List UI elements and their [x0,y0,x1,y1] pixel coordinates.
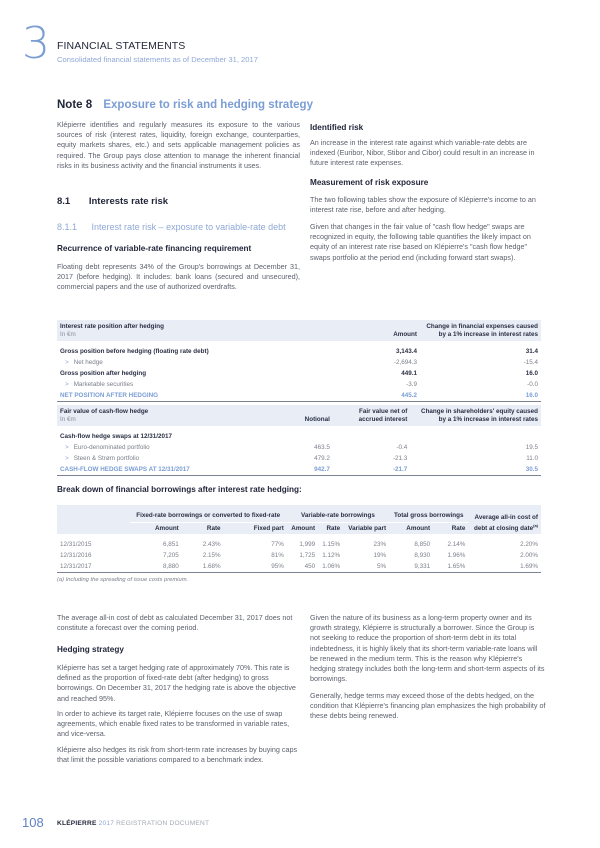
note-label: Note 8 [57,99,93,111]
table-row [57,539,541,550]
table-row [57,357,541,368]
row-value: 23% [373,540,387,548]
row-value: 1.68% [182,561,224,573]
row-date: 12/31/2015 [60,540,92,548]
table-group-row [57,431,541,442]
row-label: NET POSITION AFTER HEDGING [57,390,357,402]
identified-risk-paragraph: An increase in the interest rate against which variable-rate debts are indexed (Euribor, Nibor, Stibor and Cibor) could result in an increase in future interest rate expenses. [310,138,535,168]
col-total-rate: Rate [451,524,466,532]
section-number: 8.1 [57,196,71,207]
row-amount: 445.2 [357,390,420,402]
chapter-subtitle: Consolidated financial statements as of December 31, 2017 [57,55,258,64]
row-fair-value: -21.3 [392,454,408,462]
table1-change-header: Change in financial expenses caused by a 1% increase in interest rates [426,323,538,338]
measurement-paragraph-2: Given that changes in the fair value of "cash flow hedge" swaps are recognized in equity, the following table quantifies the likely impact on equity of an interest rate rise based on Klépierre's "cash flow hedge" swaps portfolio at the period end (including forward start swaps). [310,222,531,262]
table-row [57,550,541,561]
table2-change-header: Change in shareholders' equity caused by a 1% increase in interest rates [421,408,538,423]
row-change: 30.5 [410,464,541,476]
row-value: 1.69% [468,561,541,573]
row-amount: -2,694.3 [393,358,417,366]
page-number: 108 [22,815,44,830]
col-variable-part: Variable part [348,524,387,532]
row-value: 77% [271,540,284,548]
row-change: 16.0 [525,369,538,377]
row-value: 1.65% [433,561,468,573]
row-value: 95% [224,561,287,573]
hedging-paragraph-1: Klépierre has set a target hedging rate of approximately 70%. This rate is defined as the proportion of fixed-rate debt (after hedging) to gross borrowings. On December 31, 2017 the hedging rate is above the objective and reached 95%. [57,663,296,703]
recurrence-paragraph: Floating debt represents 34% of the Group's borrowings at December 31, 2017 (before hedging). It includes: bank loans (secured and unsecured), commercial papers and the use of authorized overdrafts. [57,262,300,292]
row-change: -0.0 [527,380,538,388]
row-label: Gross position after hedging [60,369,147,377]
row-change: -15.4 [523,358,538,366]
table-row [57,453,541,464]
cash-flow-hedge-table [57,405,541,476]
section-title: Interests rate risk [88,196,169,207]
row-change: 31.4 [525,347,538,355]
recurrence-heading: Recurrence of variable-rate financing requirement [57,244,252,253]
group-variable-header: Variable-rate borrowings [287,505,389,522]
measurement-heading: Measurement of risk exposure [310,178,429,187]
col-fixed-rate: Rate [206,524,221,532]
row-value: 2.20% [520,540,538,548]
row-change: 16.0 [420,390,541,402]
row-fair-value: -21.7 [333,464,410,476]
note-title: Exposure to risk and hedging strategy [103,99,313,111]
row-value: 8,930 [414,551,431,559]
row-date: 12/31/2016 [60,551,92,559]
table-total-row [57,464,541,476]
row-value: 1,999 [299,540,316,548]
hedging-paragraph-2: In order to achieve its target rate, Klépierre focuses on the use of swap agreements, which enable fixed rates to be transformed in variable rates, and vice-versa. [57,709,290,739]
group-fixed-header: Fixed-rate borrowings or converted to fixed-rate [130,505,287,522]
subsection-number: 8.1.1 [57,222,78,232]
footer-text [57,820,209,827]
table1-title: Interest rate position after hedging [60,323,164,330]
row-label: Steen & Strøm portfolio [73,454,140,462]
borrowings-breakdown-table [57,505,541,583]
row-amount: -3.9 [406,380,417,388]
row-notional: 942.7 [270,464,333,476]
col-fixed-amount: Amount [154,524,179,532]
col-fixed-part: Fixed part [253,524,284,532]
table-total-row [57,390,541,402]
row-value: 1.12% [322,551,341,559]
row-change: 19.5 [525,443,538,451]
chapter-number: 3 [22,18,50,69]
row-value: 2.15% [202,551,221,559]
group-label: Cash-flow hedge swaps at 12/31/2017 [60,432,172,440]
row-label: Marketable securities [73,380,134,388]
table2-fair-value-header: Fair value net of accrued interest [358,408,408,423]
row-value: 8,880 [130,561,182,573]
row-value: 1.15% [322,540,341,548]
table-row [57,346,541,357]
row-label: Gross position before hedging (floating rate debt) [60,347,209,355]
col-variable-amount: Amount [291,524,316,532]
row-value: 81% [271,551,284,559]
subsection-title: Interest rate risk – exposure to variable-rate debt [91,222,286,232]
chevron-right-icon: > [65,454,69,462]
row-value: 8,850 [414,540,431,548]
measurement-paragraph-1: The two following tables show the exposure of Klépierre's income to an interest rate rise, before and after hedging. [310,195,536,215]
footer-year: 2017 [98,820,115,827]
table1-amount-header: Amount [393,330,417,338]
note-heading [57,99,313,111]
row-value: 9,331 [389,561,433,573]
table-row [57,379,541,390]
interest-rate-position-table [57,320,541,402]
avg-cost-header [468,505,541,534]
chevron-right-icon: > [65,358,69,366]
table-row [57,368,541,379]
row-notional: 463.5 [314,443,330,451]
row-value: 2.43% [202,540,221,548]
chevron-right-icon: > [65,380,69,388]
col-total-amount: Amount [406,524,431,532]
avg-cost-paragraph: The average all-in cost of debt as calculated December 31, 2017 does not constitute a forecast over the coming period. [57,613,293,633]
row-value: 2.14% [447,540,466,548]
table2-notional-header: Notional [304,415,330,423]
section-heading [57,196,168,207]
chevron-right-icon: > [65,443,69,451]
table1-unit: In €m [60,330,76,338]
group-total-header: Total gross borrowings [389,505,468,522]
hedging-paragraph-3: Klépierre also hedges its risk from short-term rate increases by buying caps that limit the possible variations compared to a benchmark index. [57,745,298,765]
row-change: 11.0 [526,454,538,462]
row-date: 12/31/2017 [57,561,130,573]
breakdown-heading: Break down of financial borrowings after interest rate hedging: [57,485,302,494]
table2-title-header [57,405,270,426]
row-value: 7,205 [163,551,179,559]
chapter-title: FINANCIAL STATEMENTS [57,40,186,52]
row-fair-value: -0.4 [396,443,408,451]
hedging-strategy-heading: Hedging strategy [57,645,124,654]
row-label: Euro-denominated portfolio [73,443,150,451]
subsection-heading [57,222,286,232]
row-value: 19% [373,551,387,559]
table1-title-header [57,320,357,341]
row-notional: 479.2 [314,454,330,462]
footnote: (a) Including the spreading of issue costs premium. [57,577,189,584]
intro-paragraph: Klépierre identifies and regularly measures its exposure to the various sources of risk (interest rates, liquidity, foreign exchange, counterparties, equity markets shares, etc.) and sets applicable management policies as required. The Group pays close attention to manage the inherent financial risks in its business activity and the financial instruments it uses. [57,120,300,170]
row-value: 6,851 [163,540,179,548]
row-value: 450 [287,561,318,573]
table2-title: Fair value of cash-flow hedge [60,408,149,415]
col-variable-rate: Rate [326,524,341,532]
avg-cost-label: Average all-in cost of debt at closing date [473,513,538,532]
row-value: 1,725 [299,551,316,559]
identified-risk-heading: Identified risk [310,123,364,132]
row-value: 2.00% [520,551,538,559]
footer-brand: KLÉPIERRE [57,820,97,827]
footnote-marker: (a) [533,522,538,528]
row-value: 5% [343,561,389,573]
row-label: CASH-FLOW HEDGE SWAPS AT 12/31/2017 [57,464,270,476]
row-value: 1.96% [447,551,466,559]
table-row [57,561,541,573]
structural-borrower-paragraph: Given the nature of its business as a long-term property owner and its growth strategy, Klépierre is structurally a borrower. Since the Group is not seeking to reduce the proportion of short-term debt in its total indebtedness, it is highly likely that its short-term variable-rate loans will be renewed in the medium term. This is the reason why Klépierre's hedging strategy includes both the long-term and short-term aspects of its borrowings. [310,613,545,684]
row-label: Net hedge [73,358,103,366]
table-row [57,442,541,453]
hedge-terms-paragraph: Generally, hedge terms may exceed those of the debts hedged, on the condition that Klépierre's financing plan emphasizes the high probability of these debts being renewed. [310,691,546,721]
row-amount: 449.1 [401,369,417,377]
row-value: 1.06% [318,561,343,573]
row-amount: 3,143.4 [395,347,417,355]
table2-unit: In €m [60,415,76,423]
footer-document: REGISTRATION DOCUMENT [116,820,210,827]
